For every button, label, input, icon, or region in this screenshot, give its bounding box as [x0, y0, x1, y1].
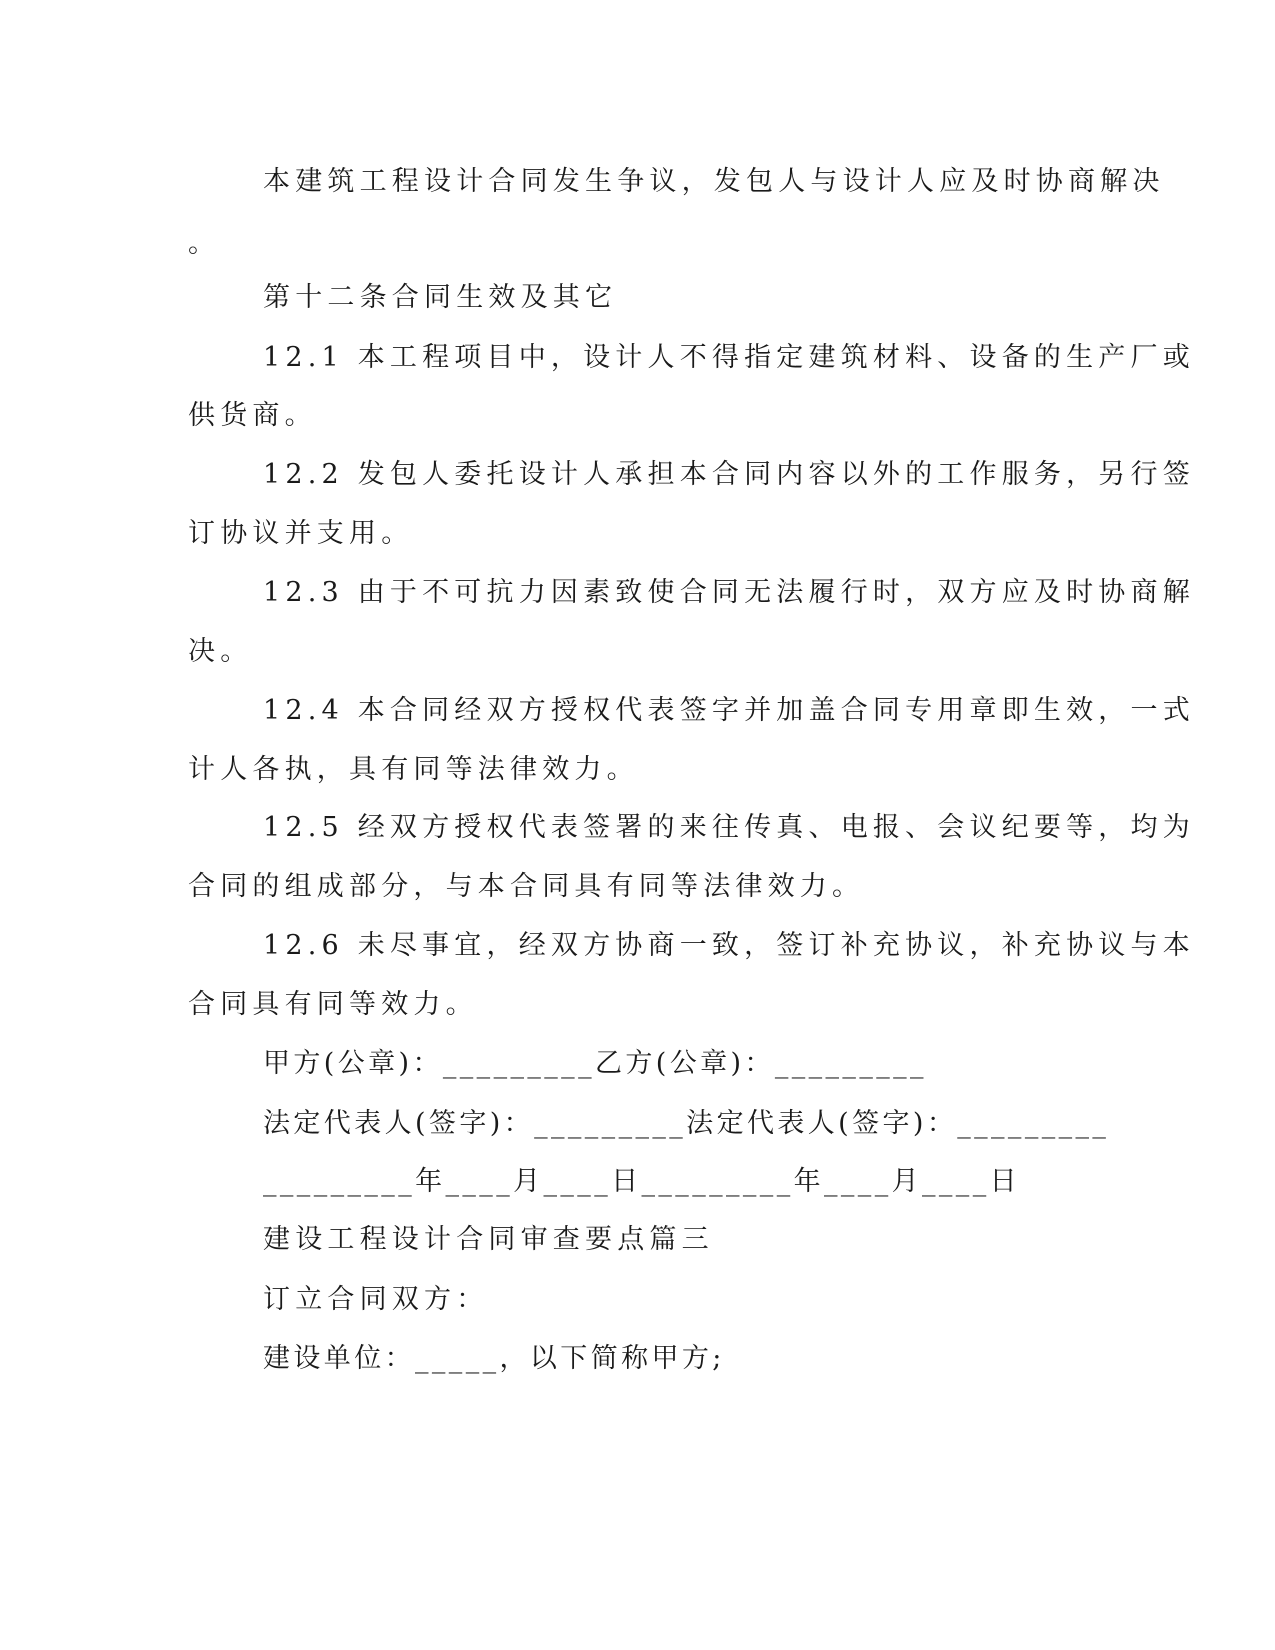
clause-12-5-line-2: 合同的组成部分，与本合同具有同等法律效力。 [188, 871, 865, 902]
section-heading-part-3: 建设工程设计合同审查要点篇三 [263, 1224, 714, 1255]
clause-12-1-line-1: 12.1 本工程项目中，设计人不得指定建筑材料、设备的生产厂或 [263, 342, 1195, 373]
signature-representative-line: 法定代表人(签字)：_________法定代表人(签字)：_________ [263, 1108, 1110, 1139]
clause-12-1-line-2: 供货商。 [188, 400, 317, 431]
clause-12-6-line-2: 合同具有同等效力。 [188, 989, 478, 1020]
clause-12-3-line-1: 12.3 由于不可抗力因素致使合同无法履行时，双方应及时协商解 [263, 577, 1195, 608]
signature-date-line: _________年____月____日_________年____月____日 [263, 1166, 1020, 1197]
clause-12-5-line-1: 12.5 经双方授权代表签署的来往传真、电报、会议纪要等，均为 [263, 812, 1195, 843]
signature-seal-line: 甲方(公章)：_________乙方(公章)：_________ [263, 1048, 927, 1079]
paragraph-dispute-line-2: 。 [188, 228, 221, 259]
clause-12-4-line-1: 12.4 本合同经双方授权代表签字并加盖合同专用章即生效，一式 [263, 695, 1195, 726]
parties-intro: 订立合同双方： [263, 1284, 489, 1315]
section-heading-article-12: 第十二条合同生效及其它 [263, 282, 618, 313]
clause-12-3-line-2: 决。 [188, 636, 253, 667]
paragraph-dispute-line-1: 本建筑工程设计合同发生争议，发包人与设计人应及时协商解决 [263, 166, 1165, 197]
clause-12-2-line-1: 12.2 发包人委托设计人承担本合同内容以外的工作服务，另行签 [263, 459, 1195, 490]
clause-12-2-line-2: 订协议并支用。 [188, 518, 414, 549]
clause-12-6-line-1: 12.6 未尽事宜，经双方协商一致，签订补充协议，补充协议与本 [263, 930, 1195, 961]
party-a-construction-unit: 建设单位：_____，以下简称甲方; [263, 1343, 725, 1374]
clause-12-4-line-2: 计人各执，具有同等法律效力。 [188, 754, 639, 785]
